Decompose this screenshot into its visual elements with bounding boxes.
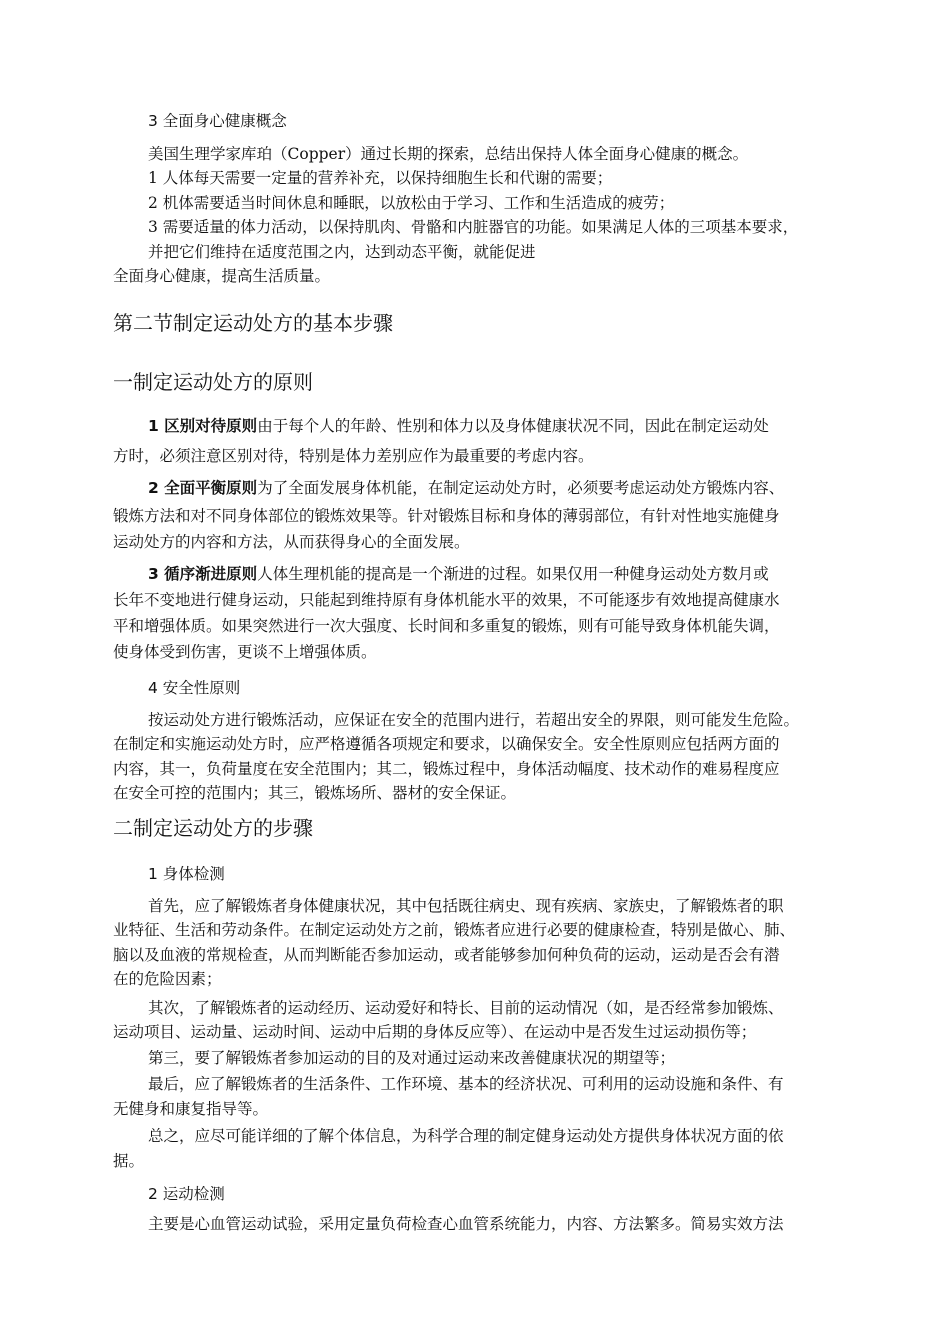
principle-lead: 为了全面发展身体机能，在制定运动处方时，必须要考虑运动处方锻炼内容、 (257, 479, 785, 497)
step-heading-exercise-test: 2 运动检测 (148, 1185, 225, 1203)
part-title-steps: 二制定运动处方的步骤 (113, 816, 313, 840)
text-line: 在安全可控的范围内；其三，锻炼场所、器材的安全保证。 (113, 784, 517, 802)
principle-lead: 由于每个人的年龄、性别和体力以及身体健康状况不同，因此在制定运动处 (257, 417, 769, 435)
text-line: 总之，应尽可能详细的了解个体信息，为科学合理的制定健身运动处方提供身体状况方面的依 (148, 1127, 784, 1145)
text-line: 锻炼方法和对不同身体部位的锻炼效果等。针对锻炼目标和身体的薄弱部位，有针对性地实施健身 (113, 507, 780, 525)
text-line: 平和增强体质。如果突然进行一次大强度、长时间和多重复的锻炼，则有可能导致身体机能失调， (113, 617, 780, 635)
step-heading-body-test: 1 身体检测 (148, 865, 225, 883)
text-line: 2 机体需要适当时间休息和睡眠，以放松由于学习、工作和生活造成的疲劳； (148, 194, 675, 212)
text-line: 使身体受到伤害，更谈不上增强体质。 (113, 643, 377, 661)
text-line: 运动处方的内容和方法，从而获得身心的全面发展。 (113, 533, 470, 551)
subsection-heading-holistic-health: 3 全面身心健康概念 (148, 112, 287, 130)
text-line: 长年不变地进行健身运动，只能起到维持原有身体机能水平的效果，不可能逐步有效地提高健康水 (113, 591, 780, 609)
text-line: 据。 (113, 1152, 145, 1170)
text-line: 第三，要了解锻炼者参加运动的目的及对通过运动来改善健康状况的期望等； (148, 1049, 676, 1067)
text-line: 业特征、生活和劳动条件。在制定运动处方之前，锻炼者应进行必要的健康检查，特别是做心、肺、 (113, 921, 796, 939)
text-line: 无健身和康复指导等。 (113, 1100, 269, 1118)
principle-label: 2 全面平衡原则 (148, 479, 258, 497)
text-line: 并把它们维持在适度范围之内，达到动态平衡，就能促进 (148, 243, 536, 261)
principle-paragraph (148, 564, 769, 584)
principle-paragraph (148, 416, 769, 436)
text-line: 最后，应了解锻炼者的生活条件、工作环境、基本的经济状况、可利用的运动设施和条件、有 (148, 1075, 784, 1093)
text-line: 脑以及血液的常规检查，从而判断能否参加运动，或者能够参加何种负荷的运动，运动是否会有潜 (113, 946, 780, 964)
text-line: 运动项目、运动量、运动时间、运动中后期的身体反应等）、在运动中是否发生过运动损伤等； (113, 1023, 757, 1041)
text-line: 在制定和实施运动处方时，应严格遵循各项规定和要求，以确保安全。安全性原则应包括两方面的 (113, 735, 780, 753)
text-line: 在的危险因素； (113, 970, 222, 988)
text-line: 1 人体每天需要一定量的营养补充，以保持细胞生长和代谢的需要； (148, 169, 613, 187)
principle-label: 1 区别对待原则 (148, 417, 258, 435)
principle-lead: 人体生理机能的提高是一个渐进的过程。如果仅用一种健身运动处方数月或 (257, 565, 769, 583)
principle-paragraph (148, 478, 784, 498)
text-line: 内容，其一，负荷量度在安全范围内；其二，锻炼过程中，身体活动幅度、技术动作的难易程度应 (113, 760, 780, 778)
text-line: 3 需要适量的体力活动，以保持肌肉、骨骼和内脏器官的功能。如果满足人体的三项基本要求， (148, 218, 799, 236)
section-title: 第二节制定运动处方的基本步骤 (113, 311, 393, 335)
text-line: 美国生理学家库珀（Copper）通过长期的探索，总结出保持人体全面身心健康的概念。 (148, 145, 749, 163)
text-line: 按运动处方进行锻炼活动，应保证在安全的范围内进行，若超出安全的界限，则可能发生危险。 (148, 711, 800, 729)
text-line: 主要是心血管运动试验，采用定量负荷检查心血管系统能力，内容、方法繁多。简易实效方法 (148, 1215, 784, 1233)
principle-heading: 4 安全性原则 (148, 679, 241, 697)
part-title-principles: 一制定运动处方的原则 (113, 370, 313, 394)
text-line: 首先，应了解锻炼者身体健康状况，其中包括既往病史、现有疾病、家族史，了解锻炼者的职 (148, 897, 784, 915)
text-line: 方时，必须注意区别对待，特别是体力差别应作为最重要的考虑内容。 (113, 447, 594, 465)
text-line: 其次，了解锻炼者的运动经历、运动爱好和特长、目前的运动情况（如，是否经常参加锻炼、 (148, 999, 784, 1017)
principle-label: 3 循序渐进原则 (148, 565, 258, 583)
text-line: 全面身心健康，提高生活质量。 (113, 267, 331, 285)
